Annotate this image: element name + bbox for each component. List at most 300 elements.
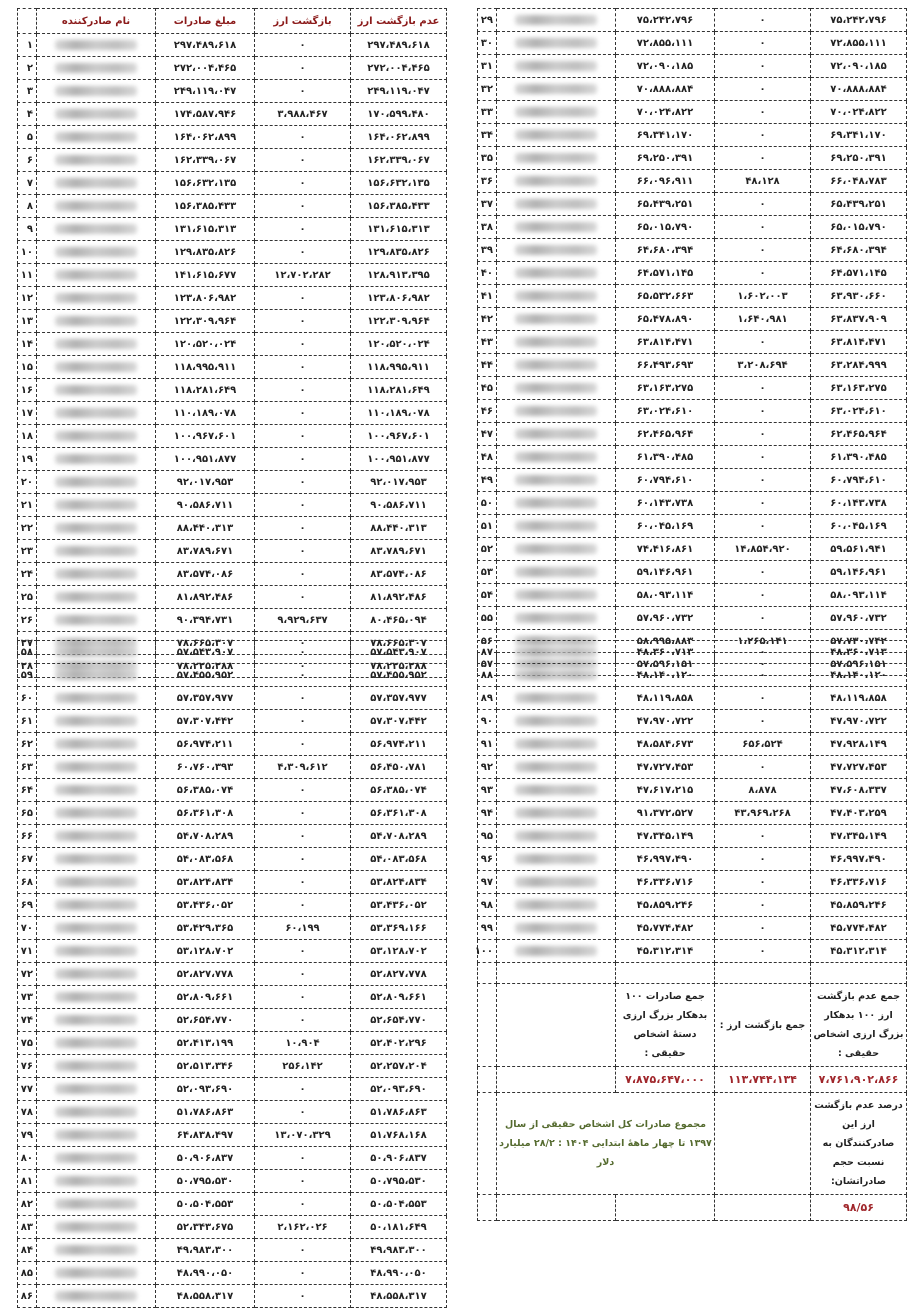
exporter-name-redacted [497, 584, 616, 607]
redacted-name-blur [55, 339, 137, 349]
exporter-name-redacted [497, 710, 616, 733]
table-row [18, 103, 447, 126]
returned-amount: ۰ [255, 655, 351, 678]
table-row [18, 1101, 447, 1124]
table-row [18, 310, 447, 333]
redacted-name-blur [55, 1084, 137, 1094]
redacted-name-blur [55, 270, 137, 280]
row-index: ۸۵ [18, 1262, 37, 1285]
row-index: ۱۹ [18, 448, 37, 471]
redacted-name-blur [55, 408, 137, 418]
returned-amount: ۱،۶۴۰،۹۸۱ [715, 308, 811, 331]
table-row [18, 287, 447, 310]
not-returned-amount: ۴۸،۱۱۹،۸۵۸ [811, 687, 907, 710]
table-header-row [18, 9, 447, 34]
not-returned-amount: ۵۳،۸۲۴،۸۳۴ [351, 871, 447, 894]
export-amount: ۱۲۳،۸۰۶،۹۸۲ [156, 287, 255, 310]
exporter-name-redacted [497, 607, 616, 630]
exporter-name-redacted [37, 402, 156, 425]
exporter-name-redacted [37, 871, 156, 894]
row-index: ۵ [18, 126, 37, 149]
redacted-name-blur [55, 900, 137, 910]
export-amount: ۱۱۸،۲۸۱،۶۴۹ [156, 379, 255, 402]
returned-amount: ۰ [715, 446, 811, 469]
export-amount: ۱۲۰،۵۲۰،۰۲۴ [156, 333, 255, 356]
exporter-name-redacted [37, 80, 156, 103]
redacted-name-blur [515, 314, 597, 324]
returned-amount: ۰ [255, 287, 351, 310]
not-returned-amount: ۵۷،۷۳۰،۷۴۲ [811, 630, 907, 653]
returned-amount: ۰ [715, 101, 811, 124]
not-returned-amount: ۸۳،۷۸۹،۶۷۱ [351, 540, 447, 563]
returned-amount: ۰ [715, 825, 811, 848]
exporter-name-redacted [37, 1239, 156, 1262]
redacted-name-blur [515, 429, 597, 439]
returned-amount: ۰ [255, 448, 351, 471]
table-row [18, 1055, 447, 1078]
export-amount: ۱۳۱،۶۱۵،۳۱۳ [156, 218, 255, 241]
not-returned-amount: ۱۵۶،۳۸۵،۴۳۳ [351, 195, 447, 218]
redacted-name-blur [515, 900, 597, 910]
not-returned-amount: ۶۰،۷۹۴،۶۱۰ [811, 469, 907, 492]
not-returned-amount: ۴۵،۷۷۴،۴۸۲ [811, 917, 907, 940]
not-returned-amount: ۶۳،۸۱۴،۴۷۱ [811, 331, 907, 354]
redacted-name-blur [515, 567, 597, 577]
exporter-name-redacted [37, 825, 156, 848]
redacted-name-blur [515, 808, 597, 818]
table-row [18, 1239, 447, 1262]
redacted-name-blur [55, 969, 137, 979]
exporter-name-redacted [497, 917, 616, 940]
table-row [478, 492, 907, 515]
table-row [18, 1032, 447, 1055]
not-returned-amount: ۴۷،۹۷۰،۷۲۲ [811, 710, 907, 733]
table-row [18, 1078, 447, 1101]
not-returned-amount: ۶۳،۱۶۳،۲۷۵ [811, 377, 907, 400]
exporter-name-redacted [497, 239, 616, 262]
exporter-name-redacted [37, 241, 156, 264]
exporter-name-redacted [37, 425, 156, 448]
export-amount: ۱۶۲،۳۳۹،۰۶۷ [156, 149, 255, 172]
export-amount: ۵۰،۷۹۵،۵۳۰ [156, 1170, 255, 1193]
exporter-name-redacted [37, 664, 156, 687]
table-row [18, 1170, 447, 1193]
redacted-name-blur [55, 693, 137, 703]
returned-amount: ۰ [715, 55, 811, 78]
export-amount: ۷۸،۲۲۵،۲۸۸ [156, 655, 255, 678]
not-returned-amount: ۵۶،۳۶۱،۳۰۸ [351, 802, 447, 825]
not-returned-amount: ۸۳،۵۷۴،۰۸۶ [351, 563, 447, 586]
not-returned-amount: ۱۲۹،۸۳۵،۸۲۶ [351, 241, 447, 264]
row-index: ۵۱ [478, 515, 497, 538]
not-returned-amount: ۶۱،۳۹۰،۴۸۵ [811, 446, 907, 469]
returned-amount: ۰ [715, 687, 811, 710]
table-row [478, 779, 907, 802]
row-index: ۲۶ [18, 609, 37, 632]
returned-amount: ۰ [255, 80, 351, 103]
header-not-returned: عدم بازگشت ارز [351, 9, 447, 34]
row-index: ۳۴ [478, 124, 497, 147]
not-returned-amount: ۶۹،۲۵۰،۳۹۱ [811, 147, 907, 170]
table-row [478, 239, 907, 262]
returned-amount: ۱،۲۶۵،۱۴۱ [715, 630, 811, 653]
export-amount: ۴۷،۶۱۷،۲۱۵ [616, 779, 715, 802]
export-amount: ۶۶،۴۹۳،۶۹۳ [616, 354, 715, 377]
row-index: ۶۸ [18, 871, 37, 894]
summary-percent-row [478, 1195, 907, 1221]
table-row [18, 1009, 447, 1032]
export-amount: ۵۲،۶۵۴،۷۷۰ [156, 1009, 255, 1032]
exporter-name-redacted [497, 733, 616, 756]
table-row [478, 733, 907, 756]
exporter-name-redacted [497, 170, 616, 193]
row-index: ۵۸ [18, 641, 37, 664]
row-index: ۹۸ [478, 894, 497, 917]
row-index: ۷۵ [18, 1032, 37, 1055]
exporter-name-redacted [497, 262, 616, 285]
redacted-name-blur [55, 247, 137, 257]
row-index: ۵۹ [18, 664, 37, 687]
export-amount: ۵۳،۱۲۸،۷۰۲ [156, 940, 255, 963]
returned-amount: ۰ [255, 1170, 351, 1193]
not-returned-amount: ۱۰۰،۹۶۷،۶۰۱ [351, 425, 447, 448]
exporter-name-redacted [37, 310, 156, 333]
table-row [18, 756, 447, 779]
redacted-name-blur [55, 63, 137, 73]
returned-amount: ۰ [715, 848, 811, 871]
row-index: ۹۷ [478, 871, 497, 894]
row-index: ۴۳ [478, 331, 497, 354]
returned-amount: ۰ [715, 469, 811, 492]
export-amount: ۵۸،۰۹۳،۱۱۴ [616, 584, 715, 607]
redacted-name-blur [515, 107, 597, 117]
table-row [478, 538, 907, 561]
table-row [478, 262, 907, 285]
export-amount: ۶۴،۸۳۸،۴۹۷ [156, 1124, 255, 1147]
not-returned-amount: ۵۷،۵۴۳،۹۰۷ [351, 641, 447, 664]
table-row [18, 80, 447, 103]
returned-amount: ۰ [255, 333, 351, 356]
returned-amount: ۴۸،۱۲۸ [715, 170, 811, 193]
table-row [18, 609, 447, 632]
table-row [18, 1193, 447, 1216]
returned-amount: ۰ [255, 963, 351, 986]
exporter-name-redacted [497, 871, 616, 894]
not-returned-amount: ۶۵،۰۱۵،۷۹۰ [811, 216, 907, 239]
row-index: ۸۲ [18, 1193, 37, 1216]
row-index: ۵۰ [478, 492, 497, 515]
export-amount: ۱۲۹،۸۳۵،۸۲۶ [156, 241, 255, 264]
returned-amount: ۰ [255, 1239, 351, 1262]
returned-amount: ۲۵۶،۱۴۲ [255, 1055, 351, 1078]
not-returned-amount: ۷۰،۸۸۸،۸۸۴ [811, 78, 907, 101]
row-index: ۱ [18, 34, 37, 57]
export-amount: ۸۸،۴۴۰،۳۱۳ [156, 517, 255, 540]
not-returned-amount: ۴۸،۵۵۸،۳۱۷ [351, 1285, 447, 1308]
table-row [478, 848, 907, 871]
row-index: ۴۹ [478, 469, 497, 492]
table-row [478, 354, 907, 377]
redacted-name-blur [515, 291, 597, 301]
returned-amount: ۰ [255, 894, 351, 917]
not-returned-amount: ۵۲،۲۵۷،۲۰۴ [351, 1055, 447, 1078]
redacted-name-blur [515, 923, 597, 933]
percent-label: درصد عدم بازگشت ارز این صادرکنندگان به نسبت حجم صادراتشان: [811, 1093, 907, 1195]
exporter-name-redacted [37, 848, 156, 871]
export-amount: ۹۱،۳۷۲،۵۲۷ [616, 802, 715, 825]
redacted-name-blur [55, 224, 137, 234]
returned-amount: ۰ [715, 400, 811, 423]
row-index: ۷۳ [18, 986, 37, 1009]
row-index: ۶۵ [18, 802, 37, 825]
export-amount: ۶۴،۵۷۱،۱۴۵ [616, 262, 715, 285]
export-amount: ۷۸،۶۶۵،۳۰۷ [156, 632, 255, 655]
row-index: ۷۲ [18, 963, 37, 986]
exporter-name-redacted [497, 377, 616, 400]
row-index: ۱۱ [18, 264, 37, 287]
not-returned-amount: ۴۶،۳۳۶،۷۱۶ [811, 871, 907, 894]
not-returned-amount: ۵۱،۷۶۸،۱۶۸ [351, 1124, 447, 1147]
exporter-name-redacted [497, 55, 616, 78]
table-row [18, 1147, 447, 1170]
returned-amount: ۱،۶۰۲،۰۰۳ [715, 285, 811, 308]
returned-amount: ۰ [715, 894, 811, 917]
export-amount: ۱۴۱،۶۱۵،۶۷۷ [156, 264, 255, 287]
redacted-name-blur [55, 670, 137, 680]
exporter-name-redacted [37, 103, 156, 126]
redacted-name-blur [515, 199, 597, 209]
row-index: ۴۸ [478, 446, 497, 469]
redacted-name-blur [515, 130, 597, 140]
not-returned-amount: ۴۷،۷۲۷،۴۵۳ [811, 756, 907, 779]
row-index: ۴۷ [478, 423, 497, 446]
returned-amount: ۰ [715, 492, 811, 515]
export-amount: ۵۲،۳۴۳،۶۷۵ [156, 1216, 255, 1239]
row-index: ۴ [18, 103, 37, 126]
not-returned-amount: ۱۲۳،۸۰۶،۹۸۲ [351, 287, 447, 310]
table-row [478, 469, 907, 492]
row-index: ۱۶ [18, 379, 37, 402]
table-row [18, 448, 447, 471]
not-returned-amount: ۴۸،۱۴۰،۱۲۰ [811, 664, 907, 687]
table-row [478, 78, 907, 101]
not-returned-amount: ۴۵،۸۵۹،۲۴۶ [811, 894, 907, 917]
returned-amount: ۱۰،۹۰۴ [255, 1032, 351, 1055]
not-returned-amount: ۴۹،۹۸۳،۳۰۰ [351, 1239, 447, 1262]
returned-amount: ۰ [255, 1147, 351, 1170]
export-amount: ۴۸،۳۶۰،۷۱۳ [616, 641, 715, 664]
redacted-name-blur [55, 592, 137, 602]
returned-amount: ۰ [255, 379, 351, 402]
returned-amount: ۰ [255, 871, 351, 894]
table-row [18, 586, 447, 609]
export-amount: ۵۷،۳۰۷،۴۴۲ [156, 710, 255, 733]
returned-amount: ۰ [255, 1009, 351, 1032]
export-amount: ۵۳،۸۲۴،۸۳۴ [156, 871, 255, 894]
returned-amount: ۰ [255, 425, 351, 448]
redacted-name-blur [515, 222, 597, 232]
summary-note-row [478, 1093, 907, 1195]
not-returned-amount: ۶۹،۳۴۱،۱۷۰ [811, 124, 907, 147]
row-index: ۷۴ [18, 1009, 37, 1032]
not-returned-amount: ۶۲،۴۶۵،۹۶۴ [811, 423, 907, 446]
returned-amount: ۰ [715, 9, 811, 32]
returned-amount: ۰ [255, 1285, 351, 1308]
exporter-name-redacted [37, 1262, 156, 1285]
not-returned-amount: ۵۷،۳۰۷،۴۴۲ [351, 710, 447, 733]
row-index: ۴۵ [478, 377, 497, 400]
not-returned-amount: ۵۴،۷۰۸،۲۸۹ [351, 825, 447, 848]
exporter-name-redacted [37, 687, 156, 710]
returned-amount: ۳،۲۰۸،۶۹۴ [715, 354, 811, 377]
redacted-name-blur [515, 406, 597, 416]
not-returned-amount: ۵۳،۴۳۶،۰۵۲ [351, 894, 447, 917]
not-returned-amount: ۱۲۸،۹۱۳،۳۹۵ [351, 264, 447, 287]
export-amount: ۵۷،۳۵۷،۹۷۷ [156, 687, 255, 710]
export-amount: ۶۰،۰۴۵،۱۶۹ [616, 515, 715, 538]
returned-amount: ۰ [255, 986, 351, 1009]
redacted-name-blur [515, 84, 597, 94]
redacted-name-blur [515, 739, 597, 749]
not-returned-amount: ۴۸،۹۹۰،۰۵۰ [351, 1262, 447, 1285]
summary-block [478, 963, 907, 1221]
not-returned-amount: ۵۳،۳۶۹،۱۶۶ [351, 917, 447, 940]
not-returned-amount: ۸۰،۴۶۵،۰۹۴ [351, 609, 447, 632]
exporter-name-redacted [37, 149, 156, 172]
not-returned-amount: ۵۲،۴۰۲،۲۹۶ [351, 1032, 447, 1055]
not-returned-amount: ۵۶،۳۸۵،۰۷۴ [351, 779, 447, 802]
exporter-name-redacted [497, 101, 616, 124]
redacted-name-blur [515, 452, 597, 462]
redacted-name-blur [55, 477, 137, 487]
row-index: ۷ [18, 172, 37, 195]
returned-amount: ۰ [715, 871, 811, 894]
export-amount: ۱۵۶،۶۳۲،۱۳۵ [156, 172, 255, 195]
row-index: ۶۶ [18, 825, 37, 848]
exporter-name-redacted [497, 9, 616, 32]
export-amount: ۶۹،۳۴۱،۱۷۰ [616, 124, 715, 147]
redacted-name-blur [515, 337, 597, 347]
exporter-name-redacted [37, 540, 156, 563]
not-returned-amount: ۵۹،۱۴۶،۹۶۱ [811, 561, 907, 584]
export-amount: ۵۲،۵۱۳،۳۴۶ [156, 1055, 255, 1078]
table-row [18, 940, 447, 963]
exporter-name-redacted [37, 1124, 156, 1147]
row-index: ۲۲ [18, 517, 37, 540]
returned-amount: ۶۵۶،۵۲۴ [715, 733, 811, 756]
returned-amount: ۰ [255, 195, 351, 218]
returned-amount: ۰ [715, 664, 811, 687]
returned-amount: ۰ [255, 402, 351, 425]
not-returned-amount: ۵۷،۵۹۶،۱۵۱ [811, 653, 907, 676]
table-row [478, 802, 907, 825]
not-returned-amount: ۱۱۸،۲۸۱،۶۴۹ [351, 379, 447, 402]
row-index: ۶۷ [18, 848, 37, 871]
row-index: ۸۱ [18, 1170, 37, 1193]
not-returned-amount: ۴۷،۹۲۸،۱۴۹ [811, 733, 907, 756]
exporter-name-redacted [37, 586, 156, 609]
exporter-name-redacted [37, 264, 156, 287]
redacted-name-blur [515, 716, 597, 726]
row-index: ۳۹ [478, 239, 497, 262]
table-row [18, 241, 447, 264]
returned-amount: ۰ [255, 1078, 351, 1101]
redacted-name-blur [55, 716, 137, 726]
row-index: ۳۳ [478, 101, 497, 124]
table-row [478, 561, 907, 584]
header-name: نام صادرکننده [37, 9, 156, 34]
returned-amount: ۰ [255, 310, 351, 333]
not-returned-amount: ۵۲،۰۹۳،۶۹۰ [351, 1078, 447, 1101]
exporter-name-redacted [37, 710, 156, 733]
returned-amount: ۰ [255, 126, 351, 149]
exporter-name-redacted [37, 448, 156, 471]
export-amount: ۶۵،۴۳۹،۲۵۱ [616, 193, 715, 216]
export-amount: ۵۲،۰۹۳،۶۹۰ [156, 1078, 255, 1101]
returned-amount: ۰ [255, 149, 351, 172]
table-row [478, 170, 907, 193]
export-amount: ۶۹،۲۵۰،۳۹۱ [616, 147, 715, 170]
row-index: ۱۲ [18, 287, 37, 310]
returned-amount: ۰ [715, 710, 811, 733]
export-amount: ۶۵،۰۱۵،۷۹۰ [616, 216, 715, 239]
not-returned-amount: ۴۶،۹۹۷،۴۹۰ [811, 848, 907, 871]
total-returned-label: جمع بازگشت ارز : [715, 984, 811, 1067]
not-returned-amount: ۴۷،۶۰۸،۳۳۷ [811, 779, 907, 802]
exporter-name-redacted [497, 423, 616, 446]
not-returned-amount: ۵۲،۸۰۹،۶۶۱ [351, 986, 447, 1009]
not-returned-amount: ۴۷،۴۰۳،۲۵۹ [811, 802, 907, 825]
export-amount: ۷۴،۴۱۶،۸۶۱ [616, 538, 715, 561]
row-index: ۳۵ [478, 147, 497, 170]
row-index: ۷۶ [18, 1055, 37, 1078]
returned-amount: ۸،۸۷۸ [715, 779, 811, 802]
row-index: ۶۰ [18, 687, 37, 710]
row-index: ۱۳ [18, 310, 37, 333]
not-returned-amount: ۶۵،۴۳۹،۲۵۱ [811, 193, 907, 216]
returned-amount: ۰ [255, 241, 351, 264]
exporter-name-redacted [497, 779, 616, 802]
export-amount: ۶۰،۷۹۴،۶۱۰ [616, 469, 715, 492]
exporter-name-redacted [37, 917, 156, 940]
not-returned-amount: ۶۰،۰۴۵،۱۶۹ [811, 515, 907, 538]
exporter-name-redacted [37, 1216, 156, 1239]
exporter-name-redacted [497, 940, 616, 963]
row-index: ۵۲ [478, 538, 497, 561]
header-index [18, 9, 37, 34]
row-index: ۴۰ [478, 262, 497, 285]
not-returned-amount: ۷۲،۸۵۵،۱۱۱ [811, 32, 907, 55]
not-returned-amount: ۷۵،۲۴۲،۷۹۶ [811, 9, 907, 32]
returned-amount: ۰ [255, 586, 351, 609]
exporter-name-redacted [37, 195, 156, 218]
export-amount: ۶۵،۴۷۸،۸۹۰ [616, 308, 715, 331]
not-returned-amount: ۶۴،۶۸۰،۳۹۴ [811, 239, 907, 262]
not-returned-amount: ۶۳،۲۸۴،۹۹۹ [811, 354, 907, 377]
table-row [478, 894, 907, 917]
export-amount: ۲۴۹،۱۱۹،۰۴۷ [156, 80, 255, 103]
table-row [18, 779, 447, 802]
exporter-name-redacted [497, 124, 616, 147]
redacted-name-blur [515, 670, 597, 680]
exporter-name-redacted [37, 986, 156, 1009]
exporter-name-redacted [497, 446, 616, 469]
exporter-name-redacted [37, 471, 156, 494]
exporter-name-redacted [497, 147, 616, 170]
redacted-name-blur [515, 268, 597, 278]
row-index: ۱۰ [18, 241, 37, 264]
returned-amount: ۰ [255, 1101, 351, 1124]
